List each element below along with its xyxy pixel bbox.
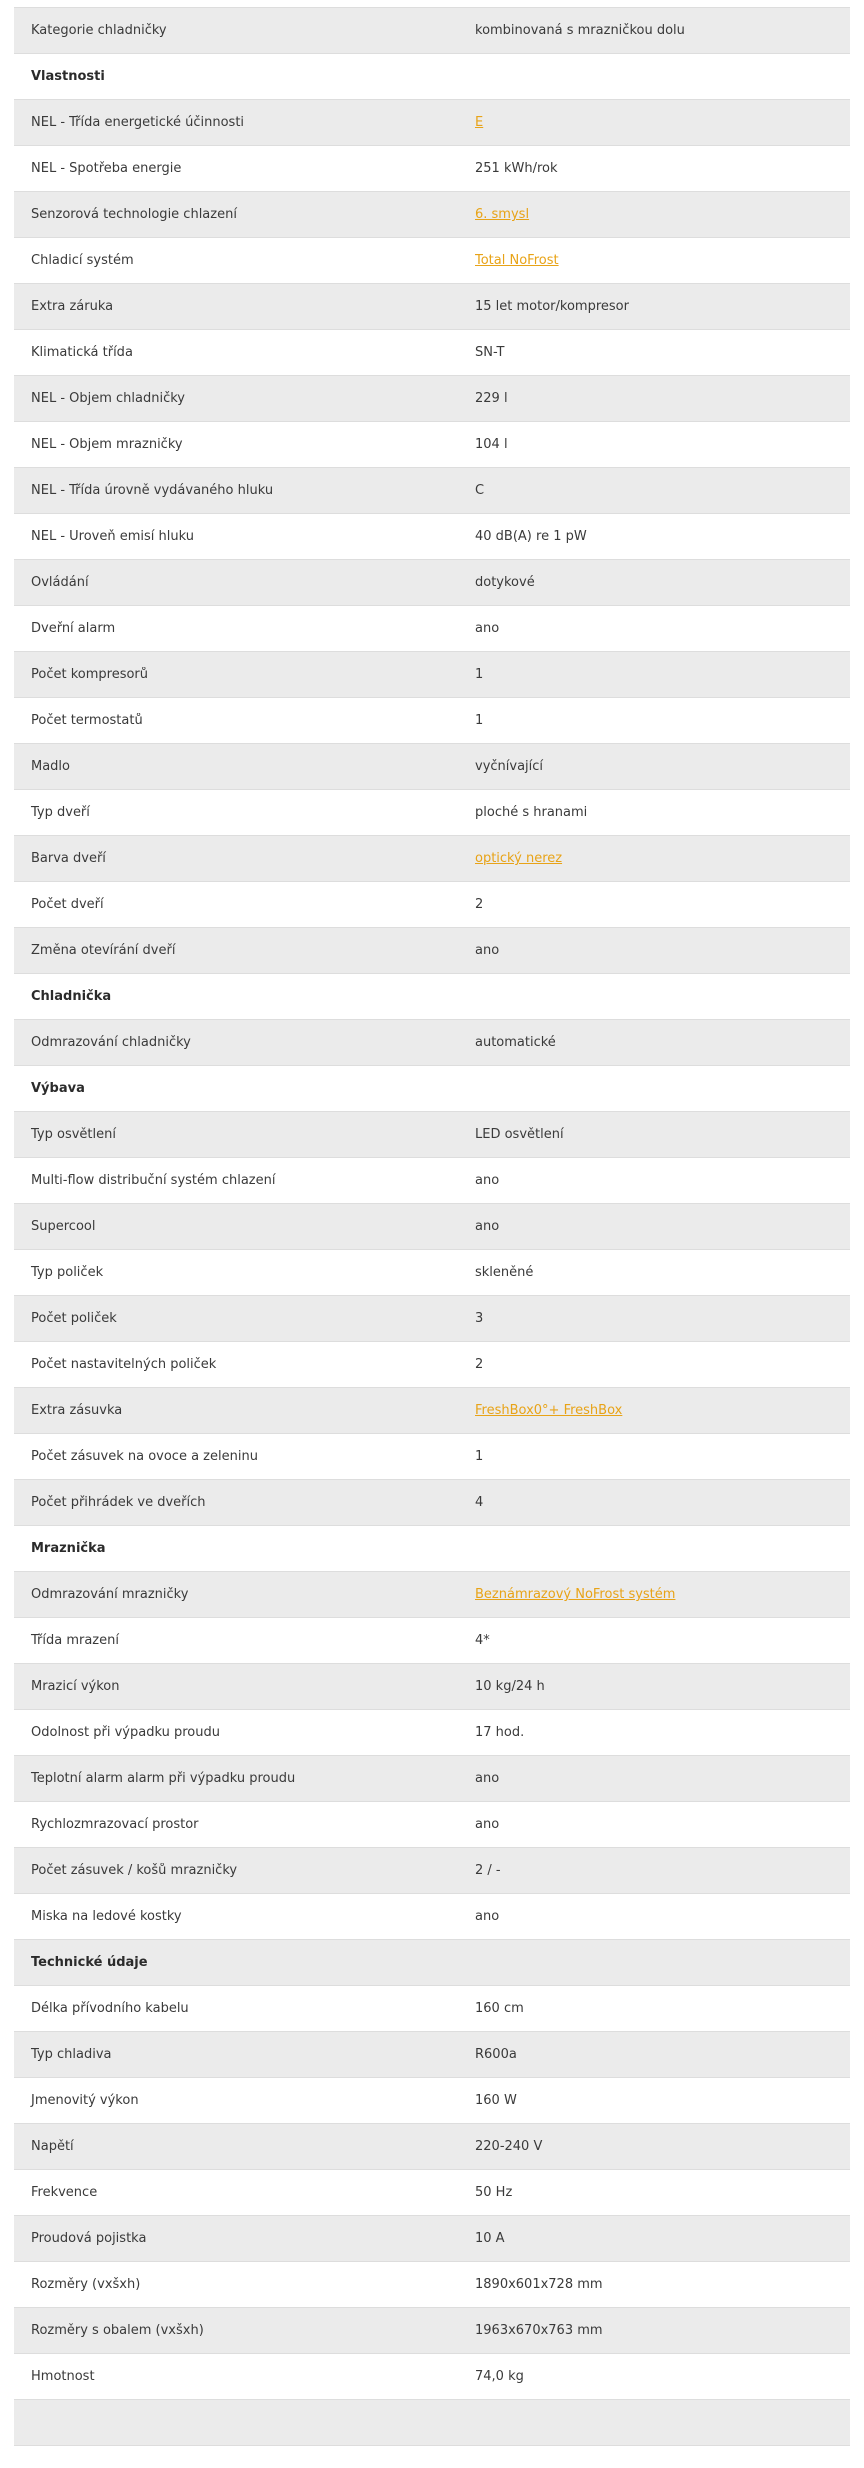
section-heading: Výbava [31, 1081, 85, 1096]
spec-value: 3 [475, 1311, 484, 1326]
spec-value: 229 l [475, 391, 508, 406]
spec-name: Extra zásuvka [31, 1403, 123, 1418]
spec-value: automatické [475, 1035, 556, 1050]
spec-row [14, 2032, 850, 2078]
spec-row [14, 2354, 850, 2400]
spec-row [14, 1710, 850, 1756]
spec-value: 1890x601x728 mm [475, 2277, 603, 2292]
spec-value: 10 A [475, 2231, 505, 2246]
spec-row [14, 2262, 850, 2308]
spec-row [14, 1756, 850, 1802]
spec-row [14, 422, 850, 468]
spec-name: Odolnost při výpadku proudu [31, 1725, 220, 1740]
spec-name: Rozměry (vxšxh) [31, 2277, 141, 2292]
spec-row [14, 2078, 850, 2124]
spec-row [14, 606, 850, 652]
spec-name: Počet zásuvek / košů mrazničky [31, 1863, 238, 1878]
section-heading-row [14, 1526, 850, 1572]
spec-row [14, 1204, 850, 1250]
spec-name: NEL - Spotřeba energie [31, 161, 182, 176]
spec-row [14, 2124, 850, 2170]
spec-name: Extra záruka [31, 299, 114, 314]
spec-name: Dveřní alarm [31, 621, 116, 636]
spec-name: Proudová pojistka [31, 2231, 147, 2246]
spec-row [14, 1434, 850, 1480]
spec-row [14, 238, 850, 284]
spec-name: Změna otevírání dveří [31, 943, 176, 958]
spec-name: Počet nastavitelných poliček [31, 1357, 217, 1372]
section-heading-row [14, 974, 850, 1020]
spec-row [14, 1572, 850, 1618]
spec-name: Kategorie chladničky [31, 23, 167, 38]
spec-row [14, 1618, 850, 1664]
spec-value: skleněné [475, 1265, 534, 1280]
spec-value: 1963x670x763 mm [475, 2323, 603, 2338]
spec-row [14, 1480, 850, 1526]
spec-name: Barva dveří [31, 851, 106, 866]
spec-name: Madlo [31, 759, 70, 774]
spec-row [14, 192, 850, 238]
spec-value: ano [475, 621, 500, 636]
spec-name: Jmenovitý výkon [31, 2093, 139, 2108]
spec-name: Počet zásuvek na ovoce a zeleninu [31, 1449, 258, 1464]
spec-value-link[interactable]: optický nerez [475, 851, 563, 866]
spec-name: Typ poliček [31, 1265, 104, 1280]
spec-row [14, 790, 850, 836]
spec-value: 104 l [475, 437, 508, 452]
spec-value: dotykové [475, 575, 535, 590]
spec-row [14, 836, 850, 882]
spec-value: ano [475, 1173, 500, 1188]
spec-name: Napětí [31, 2139, 74, 2154]
spec-value: ano [475, 1909, 500, 1924]
spec-name: Počet kompresorů [31, 667, 149, 682]
spec-value: 4 [475, 1495, 484, 1510]
section-heading-row [14, 1940, 850, 1986]
spec-name: NEL - Objem mrazničky [31, 437, 183, 452]
section-heading: Vlastnosti [31, 69, 105, 84]
spec-value-link[interactable]: 6. smysl [475, 207, 530, 222]
spec-name: Počet poliček [31, 1311, 117, 1326]
spec-row [14, 1296, 850, 1342]
spec-row [14, 1986, 850, 2032]
spec-value: 17 hod. [475, 1725, 525, 1740]
spec-name: Typ dveří [31, 805, 90, 820]
spec-name: Rychlozmrazovací prostor [31, 1817, 199, 1832]
spec-row [14, 2308, 850, 2354]
spec-value-cell [475, 253, 850, 268]
spec-row [14, 744, 850, 790]
spec-value-cell [475, 1587, 850, 1602]
spec-row [14, 468, 850, 514]
spec-value: vyčnívající [475, 759, 544, 774]
spec-value: 10 kg/24 h [475, 1679, 545, 1694]
spec-row [14, 376, 850, 422]
spec-row [14, 1020, 850, 1066]
spec-value: 160 W [475, 2093, 517, 2108]
spec-value-cell [475, 1403, 850, 1418]
spec-value: 2 [475, 1357, 484, 1372]
spec-value: 4* [475, 1633, 490, 1648]
spec-row [14, 1250, 850, 1296]
spec-name: Třída mrazení [31, 1633, 119, 1648]
spec-name: Typ chladiva [31, 2047, 112, 2062]
spec-name: Počet dveří [31, 897, 104, 912]
spec-name: NEL - Třída energetické účinnosti [31, 115, 245, 130]
spec-row [14, 1112, 850, 1158]
spec-row [14, 8, 850, 54]
spec-name: Miska na ledové kostky [31, 1909, 182, 1924]
spec-value: 2 / - [475, 1863, 501, 1878]
spec-value: 50 Hz [475, 2185, 513, 2200]
spec-row [14, 1342, 850, 1388]
spec-row [14, 1848, 850, 1894]
spec-value: ano [475, 1771, 500, 1786]
spec-value: R600a [475, 2047, 517, 2062]
spec-name: Typ osvětlení [31, 1127, 116, 1142]
spec-name: Ovládání [31, 575, 89, 590]
spec-value: 1 [475, 1449, 484, 1464]
spec-row [14, 1802, 850, 1848]
spec-name: NEL - Úroveň emisí hluku [31, 529, 194, 544]
spec-name: Počet termostatů [31, 713, 143, 728]
spec-row [14, 882, 850, 928]
spec-value: ploché s hranami [475, 805, 588, 820]
spec-name: Mrazicí výkon [31, 1679, 120, 1694]
spec-value-link[interactable]: E [475, 115, 484, 130]
section-heading: Mraznička [31, 1541, 106, 1556]
spec-name: NEL - Objem chladničky [31, 391, 186, 406]
section-heading: Technické údaje [31, 1955, 148, 1970]
spec-value-link[interactable]: FreshBox0°+ FreshBox [475, 1403, 623, 1418]
spec-row [14, 2216, 850, 2262]
spec-row [14, 1158, 850, 1204]
section-heading-row [14, 54, 850, 100]
spec-name: Délka přívodního kabelu [31, 2001, 189, 2016]
spec-value: 1 [475, 713, 484, 728]
spec-row [14, 928, 850, 974]
spec-row [14, 1894, 850, 1940]
spec-row [14, 146, 850, 192]
spec-value: 251 kWh/rok [475, 161, 558, 176]
spec-row [14, 1664, 850, 1710]
spec-name: Frekvence [31, 2185, 98, 2200]
spec-name: Odmrazování chladničky [31, 1035, 191, 1050]
spec-name: Teplotní alarm alarm při výpadku proudu [31, 1771, 296, 1786]
spec-row [14, 652, 850, 698]
spec-name: Chladicí systém [31, 253, 134, 268]
spec-table [14, 7, 850, 2446]
spec-value: 2 [475, 897, 484, 912]
spec-row [14, 1388, 850, 1434]
spec-value: LED osvětlení [475, 1127, 564, 1142]
spec-name: Rozměry s obalem (vxšxh) [31, 2323, 204, 2338]
section-heading-row [14, 1066, 850, 1112]
spec-value-cell [475, 115, 850, 130]
spec-value: 40 dB(A) re 1 pW [475, 529, 587, 544]
spec-name: Supercool [31, 1219, 96, 1234]
spec-value: SN-T [475, 345, 505, 360]
spec-name: Počet přihrádek ve dveřích [31, 1495, 206, 1510]
spec-name: Odmrazování mrazničky [31, 1587, 189, 1602]
spec-value: C [475, 483, 485, 498]
spec-row [14, 2400, 850, 2446]
spec-value: 74,0 kg [475, 2369, 524, 2384]
spec-row [14, 100, 850, 146]
spec-value: 160 cm [475, 2001, 524, 2016]
spec-value: 1 [475, 667, 484, 682]
spec-value: ano [475, 1817, 500, 1832]
spec-value-cell [475, 207, 850, 222]
spec-value: 15 let motor/kompresor [475, 299, 629, 314]
spec-name: Klimatická třída [31, 345, 133, 360]
spec-name: Hmotnost [31, 2369, 95, 2384]
spec-row [14, 514, 850, 560]
spec-name: Senzorová technologie chlazení [31, 207, 237, 222]
section-heading: Chladnička [31, 989, 112, 1004]
spec-row [14, 330, 850, 376]
spec-value: kombinovaná s mrazničkou dolu [475, 23, 685, 38]
spec-value-link[interactable]: Beznámrazový NoFrost systém [475, 1587, 676, 1602]
spec-row [14, 2170, 850, 2216]
spec-name: NEL - Třída úrovně vydávaného hluku [31, 483, 274, 498]
spec-value: ano [475, 943, 500, 958]
spec-value: ano [475, 1219, 500, 1234]
spec-row [14, 560, 850, 606]
spec-name: Multi-flow distribuční systém chlazení [31, 1173, 276, 1188]
spec-value-link[interactable]: Total NoFrost [475, 253, 559, 268]
spec-value-cell [475, 851, 850, 866]
spec-row [14, 698, 850, 744]
spec-row [14, 284, 850, 330]
spec-value: 220-240 V [475, 2139, 543, 2154]
